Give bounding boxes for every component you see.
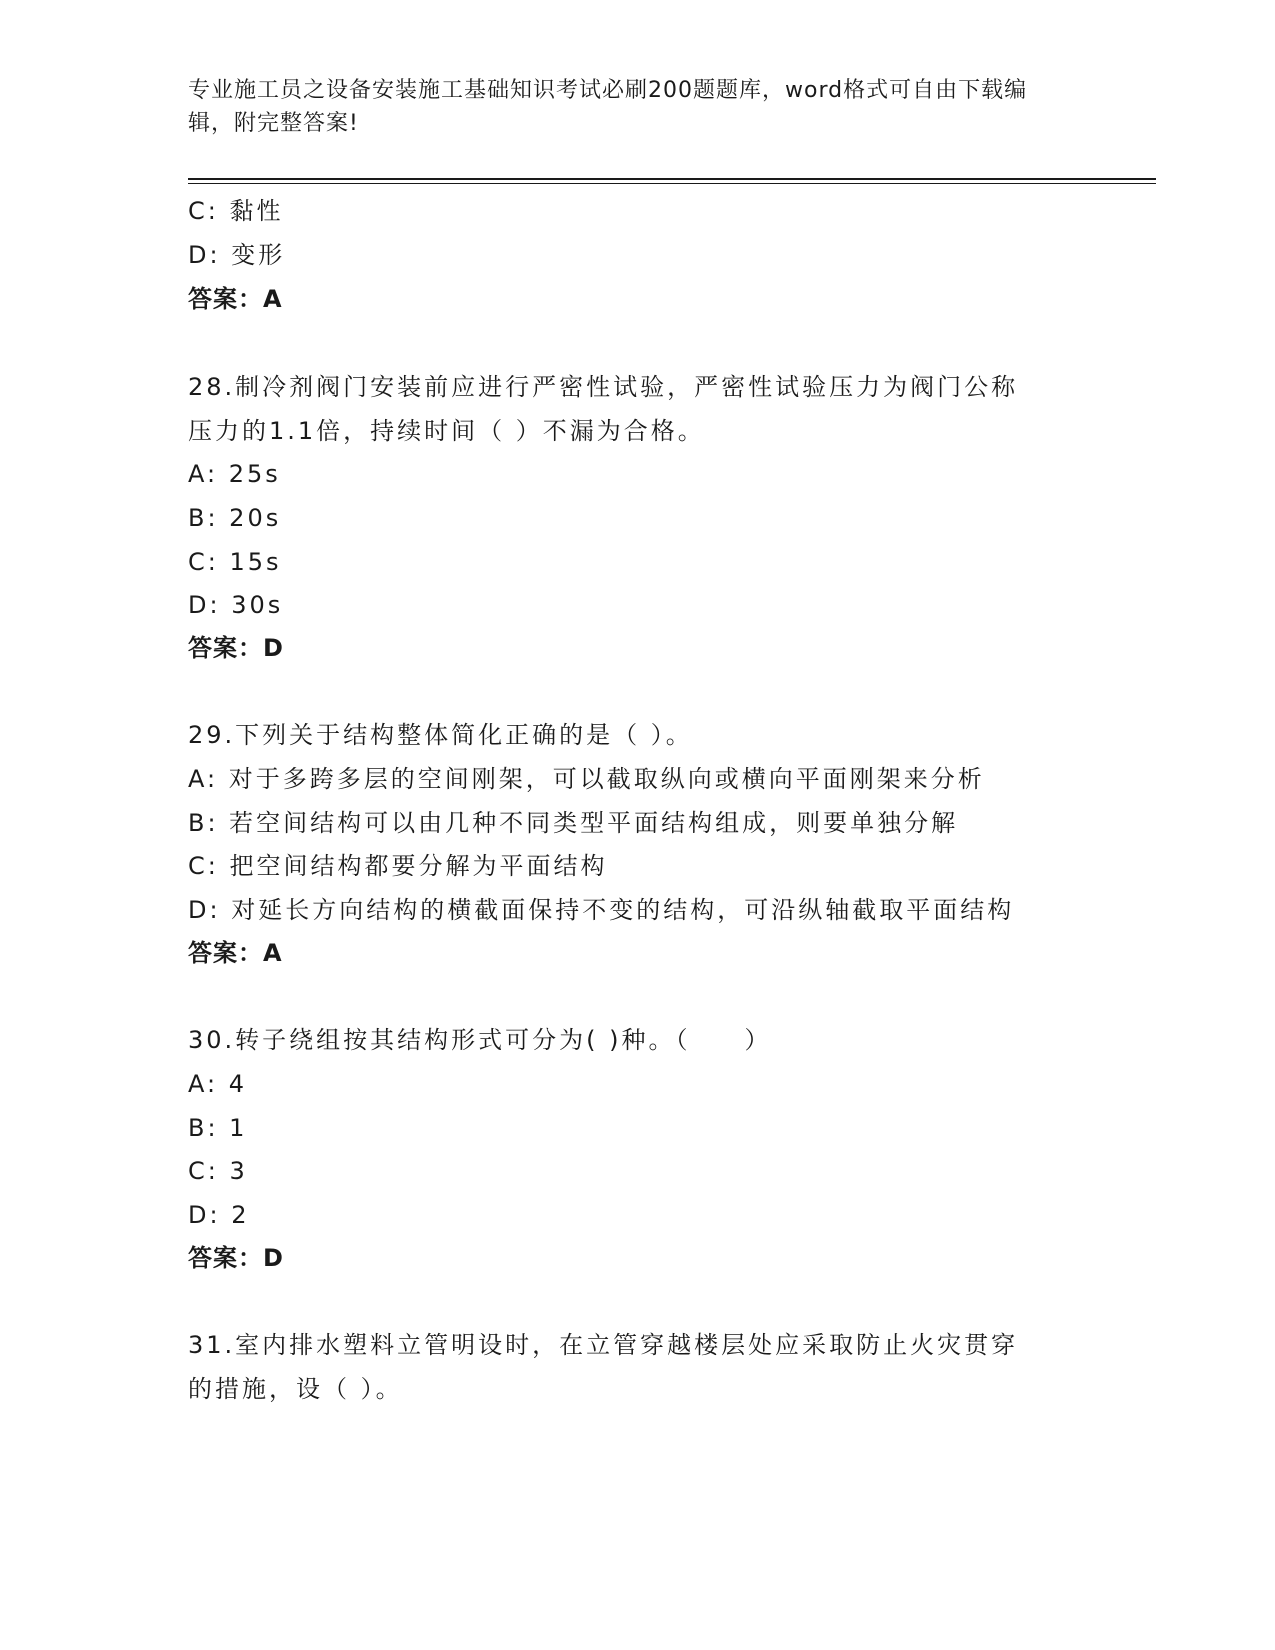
header-rule-thick [188,178,1156,180]
q30-question-line1: 30.转子绕组按其结构形式可分为( )种。（ ） [188,1026,772,1054]
q27-option-d: D: 变形 [188,241,286,269]
q27-answer: 答案：A [188,285,283,313]
q30-option-c: C: 3 [188,1157,248,1185]
q29-option-d: D: 对延长方向结构的横截面保持不变的结构，可沿纵轴截取平面结构 [188,896,1015,924]
q31-question-line2: 的措施，设（ ）。 [188,1375,403,1403]
page-header: 专业施工员之设备安装施工基础知识考试必刷200题题库，word格式可自由下载编辑，附完整答案! [188,78,1028,136]
q30-answer: 答案：D [188,1244,284,1272]
q27-option-c: C: 黏性 [188,197,284,225]
q28-question-line1: 28.制冷剂阀门安装前应进行严密性试验，严密性试验压力为阀门公称 [188,373,1019,401]
q29-option-c: C: 把空间结构都要分解为平面结构 [188,852,608,880]
q29-option-b: B: 若空间结构可以由几种不同类型平面结构组成，则要单独分解 [188,809,959,837]
q28-option-a: A: 25s [188,460,281,488]
q29-option-a: A: 对于多跨多层的空间刚架，可以截取纵向或横向平面刚架来分析 [188,765,985,793]
q28-answer: 答案：D [188,634,284,662]
q28-option-d: D: 30s [188,591,284,619]
q28-question-line2: 压力的1.1倍，持续时间（ ）不漏为合格。 [188,417,705,445]
header-rule-thin [188,183,1156,184]
q31-question-line1: 31.室内排水塑料立管明设时，在立管穿越楼层处应采取防止火灾贯穿 [188,1331,1019,1359]
q29-answer: 答案：A [188,939,283,967]
q28-option-b: B: 20s [188,504,282,532]
q30-option-b: B: 1 [188,1114,248,1142]
q30-option-d: D: 2 [188,1201,250,1229]
q29-question-line1: 29.下列关于结构整体简化正确的是（ ）。 [188,721,693,749]
q30-option-a: A: 4 [188,1070,247,1098]
q28-option-c: C: 15s [188,548,282,576]
